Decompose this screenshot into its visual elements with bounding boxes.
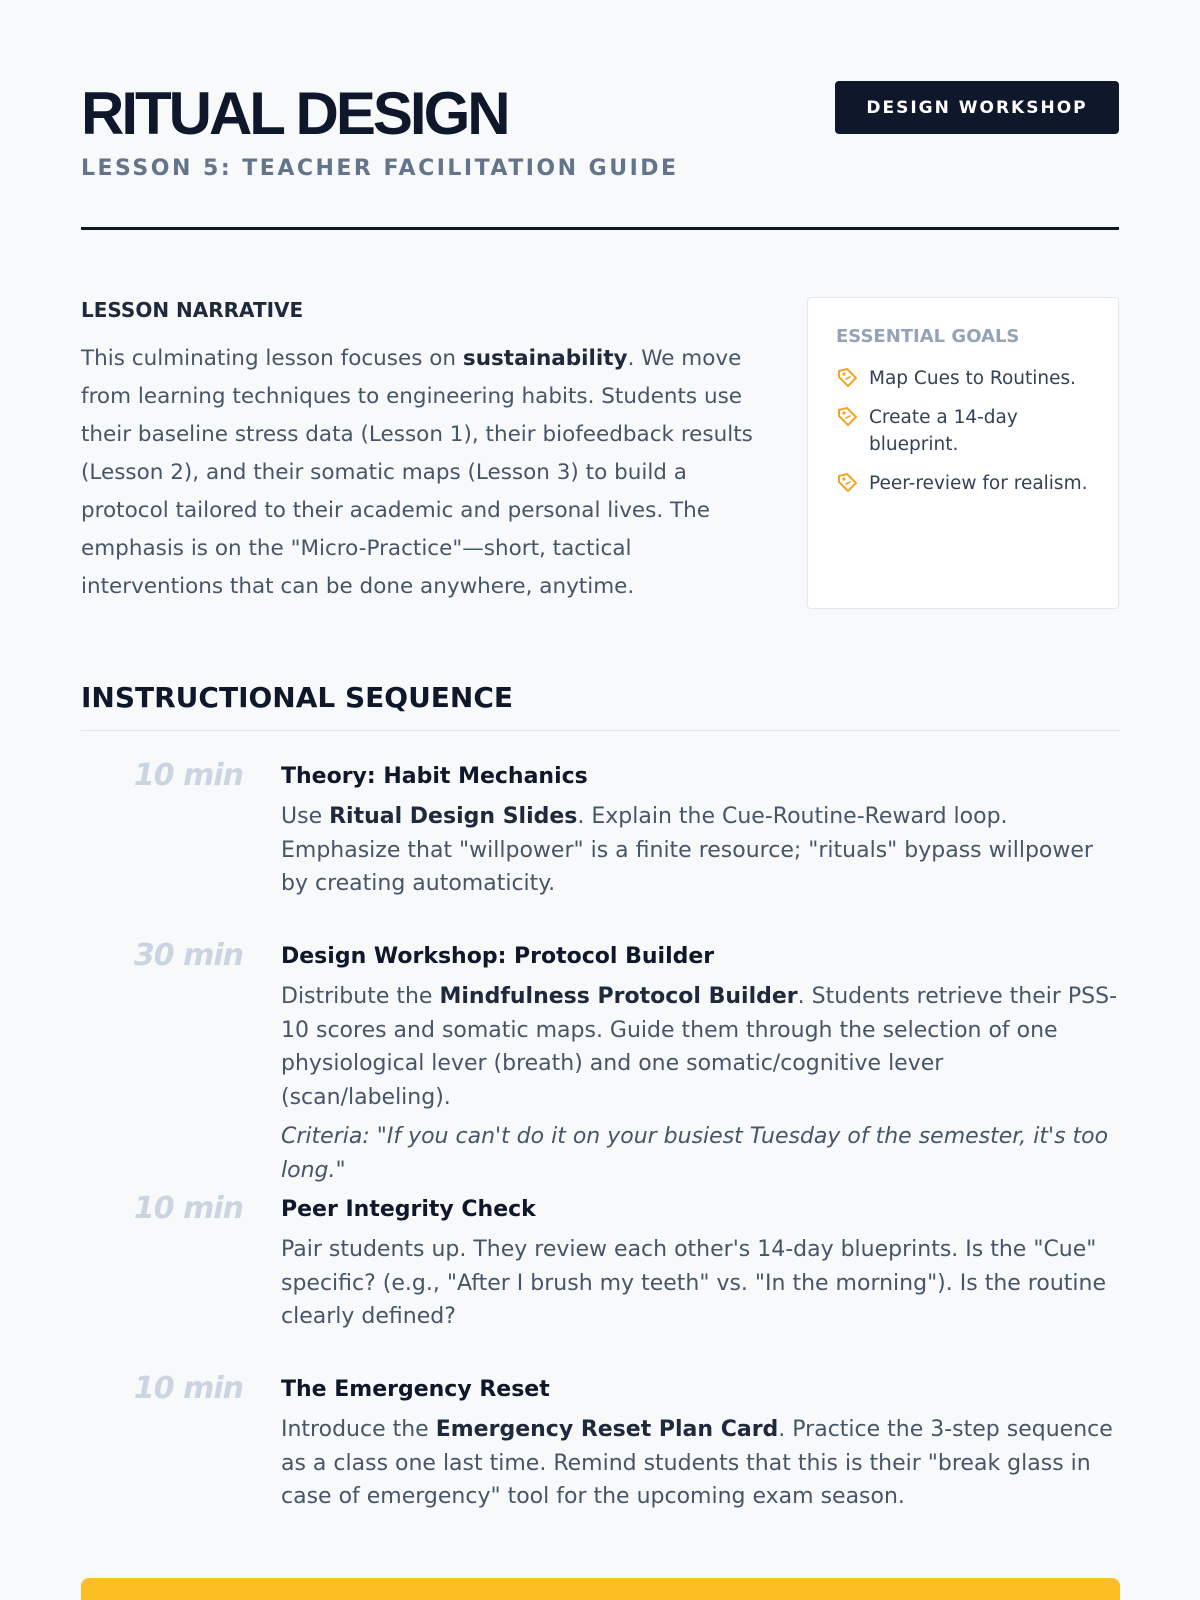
design-workshop-badge: DESIGN WORKSHOP [835,81,1119,134]
step-title: The Emergency Reset [281,1377,550,1402]
goal-item [836,365,1094,392]
tag-icon [836,406,860,428]
step-title: Design Workshop: Protocol Builder [281,944,715,969]
step-resource-name: Mindfulness Protocol Builder [439,984,798,1009]
step-body [281,762,1120,901]
instructional-sequence-heading: INSTRUCTIONAL SEQUENCE [81,676,1120,731]
step-duration: 10 min [133,1371,243,1406]
step-title: Peer Integrity Check [281,1197,536,1222]
narrative-text-emphasis: sustainability [462,346,628,371]
step-description: Pair students up. They review each other's 14-day blueprints. Is the "Cue" specific? (e.g., "After I brush my teeth" vs. "In the morning"). Is the routine clearly defined? [281,1237,1106,1329]
lesson-narrative-label: LESSON NARRATIVE [81,298,304,322]
step-body [281,942,1120,1187]
step-description [281,980,1120,1114]
step-description [281,1413,1120,1514]
essential-goals-card [807,297,1119,609]
goal-item [836,470,1094,497]
narrative-text-start: This culminating lesson focuses on [81,346,463,371]
step-duration: 10 min [133,758,243,793]
lesson-narrative [81,298,761,606]
step-resource-name: Ritual Design Slides [329,804,578,829]
goal-text: Map Cues to Routines. [869,368,1077,389]
page-title: RITUAL DESIGN [81,80,508,147]
step-description [281,800,1120,901]
tag-icon [836,367,860,389]
goal-text: Peer-review for realism. [869,473,1088,494]
page-subtitle: LESSON 5: TEACHER FACILITATION GUIDE [81,156,679,181]
narrative-text-end: . We move from learning techniques to engineering habits. Students use their baseline stress data (Lesson 1), their biofeedback results (Lesson 2), and their somatic maps (Lesson 3) to build a protocol tailored to their academic and personal lives. The emphasis is on the "Micro-Practice"—short, tactical interventions that can be done anywhere, anytime. [81,346,753,599]
step-criteria: Criteria: "If you can't do it on your busiest Tuesday of the semester, it's too long." [281,1124,1109,1183]
goal-item [836,404,1094,458]
step-duration: 10 min [133,1191,243,1226]
step-text-start: Distribute the [281,984,440,1009]
step-text-end: . Students retrieve their PSS-10 scores and somatic maps. Guide them through the selection of one physiological lever (breath) and one somatic/cognitive lever (scan/labeling). [281,984,1118,1110]
essential-goals-title: ESSENTIAL GOALS [836,326,1020,347]
tag-icon [836,472,860,494]
page-header [81,0,1119,230]
step-text-start: Use [281,804,330,829]
step-title: Theory: Habit Mechanics [281,764,588,789]
step-text-end: . Practice the 3-step sequence as a class one last time. Remind students that this is their "break glass in case of emergency" tool for the upcoming exam season. [281,1417,1113,1509]
footer-accent-bar [81,1578,1120,1600]
step-body [281,1195,1120,1334]
step-text-start: Introduce the [281,1417,436,1442]
lesson-narrative-text [81,340,761,606]
step-body [281,1375,1120,1514]
step-text-end: . Explain the Cue-Routine-Reward loop. Emphasize that "willpower" is a finite resource; "rituals" bypass willpower by creating automaticity. [281,804,1093,896]
goal-text: Create a 14-day blueprint. [869,407,1018,455]
step-resource-name: Emergency Reset Plan Card [435,1417,779,1442]
step-duration: 30 min [133,938,243,973]
